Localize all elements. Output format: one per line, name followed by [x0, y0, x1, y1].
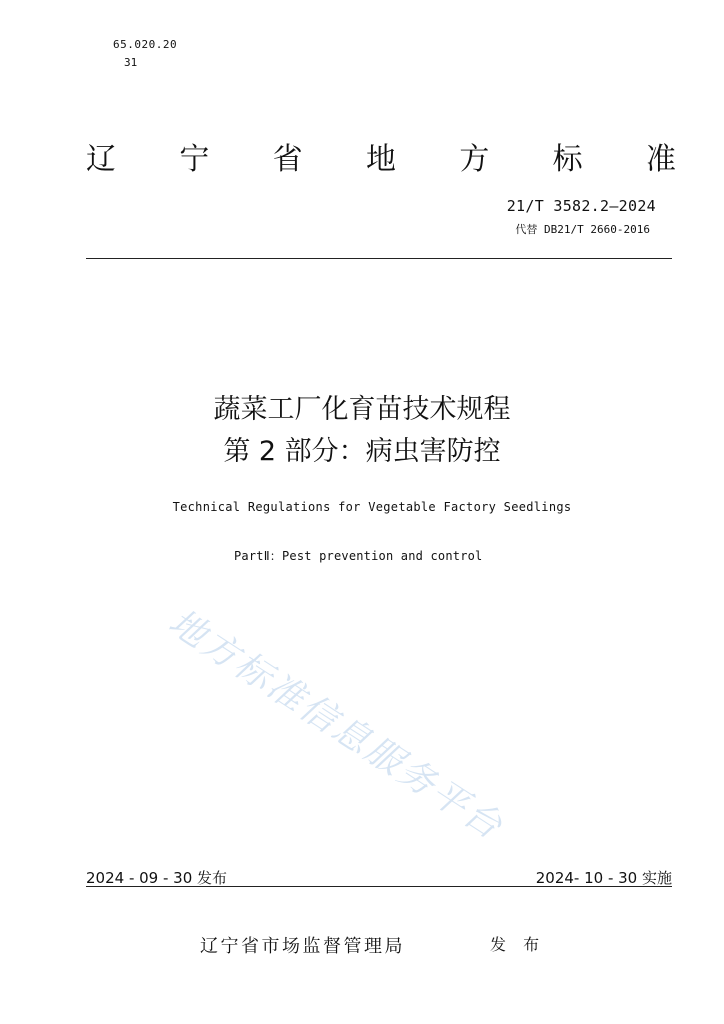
replaces-note: 代替 DB21/T 2660-2016 — [515, 223, 650, 236]
subtitle-en: PartⅡ：Pest prevention and control — [234, 549, 483, 563]
ics-code: 65.020.20 — [113, 38, 178, 51]
issue-word: 发 布 — [490, 935, 546, 954]
standard-type-char: 辽 — [86, 142, 116, 177]
title-zh-line1: 蔬菜工厂化育苗技术规程 — [213, 394, 511, 425]
header-divider — [86, 258, 672, 259]
standard-type-char: 地 — [365, 142, 396, 177]
footer-divider — [86, 886, 672, 887]
issuer: 辽宁省市场监督管理局 — [200, 936, 405, 957]
title-zh-line2: 第 2 部分：病虫害防控 — [223, 436, 501, 467]
publish-date: 2024 - 09 - 30 发布 — [86, 869, 228, 887]
implement-date: 2024- 10 - 30 实施 — [535, 869, 672, 887]
title-en: Technical Regulations for Vegetable Factory Seedlings — [172, 500, 572, 514]
standard-type-char: 省 — [272, 142, 303, 177]
standard-type-char: 方 — [459, 142, 490, 177]
standard-type-title — [86, 140, 676, 180]
watermark: 地方标准信息服务平台 — [161, 601, 511, 849]
standard-type-char: 准 — [645, 142, 676, 177]
standard-number: 21/T 3582.2—2024 — [506, 197, 656, 215]
ccs-code: 31 — [124, 56, 138, 69]
standard-type-char: 宁 — [179, 142, 210, 177]
standard-type-char: 标 — [552, 142, 583, 177]
